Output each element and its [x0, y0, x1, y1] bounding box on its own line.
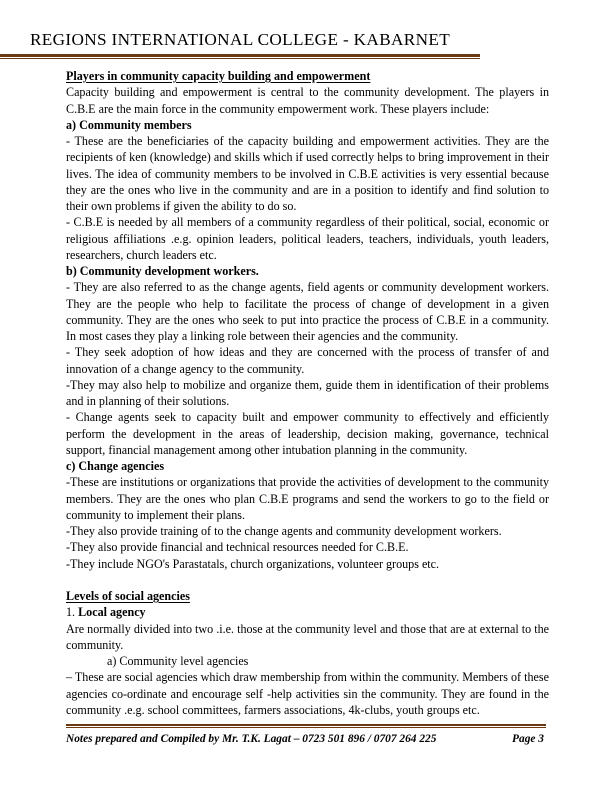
footer-divider: [66, 724, 546, 728]
paragraph-b2: - They seek adoption of how ideas and they are concerned with the process of transfer of and innovation of a change agency to the community.: [66, 345, 549, 376]
paragraph-c4: -They include NGO's Parastatals, church organizations, volunteer groups etc.: [66, 556, 440, 571]
paragraph-a2: - C.B.E is needed by all members of a community regardless of their political, social, economic or religious affiliations .e.g. opinion leaders, political leaders, teachers, individuals, youth leaders, researchers, church leaders etc.: [66, 215, 549, 262]
list-item-label: Local agency: [78, 605, 146, 620]
page-number: Page 3: [512, 733, 544, 746]
paragraph-c3: -They also provide financial and technical resources needed for C.B.E.: [66, 540, 409, 555]
footer-credit: Notes prepared and Compiled by Mr. T.K. Lagat – 0723 501 896 / 0707 264 225: [66, 733, 437, 746]
paragraph-community-level-agencies: – These are social agencies which draw membership from within the community. Members of these agencies co-ordinate and encourage self -help activities sin the community. They are found in the community .e.g. school committees, farmers associations, 4k-clubs, youth groups etc.: [66, 670, 549, 717]
section-gap: [66, 572, 549, 588]
list-item-local-agency: [66, 604, 549, 620]
footer-line: [66, 733, 546, 745]
paragraph-local-agency: Are normally divided into two .i.e. those at the community level and those that are at external to the community.: [66, 621, 549, 652]
document-body: [66, 68, 549, 718]
document-footer: [66, 724, 546, 745]
section-heading-players: Players in community capacity building and empowerment: [66, 69, 371, 83]
paragraph-b4: - Change agents seek to capacity built and empower community to effectively and efficiently perform the development in the areas of leadership, decision making, governance, technical support, financial management among other intubation planning in the community.: [66, 410, 549, 457]
paragraph-a1: - These are the beneficiaries of the capacity building and empowerment activities. They are the recipients of ken (knowledge) and skills which if used correctly helps to bring improvement in their lives. The idea of community members to be involved in C.B.E activities is very essential because they are the ones who live in the community and are in a position to identify and find solution to their own problems if given the ability to do so.: [66, 134, 549, 213]
paragraph-b1: - They are also referred to as the change agents, field agents or community development workers. They are the people who help to facilitate the process of change of development in a given community. They are the ones who seek to put into practice the process of C.B.E in a community. In most cases they play a linking role between their agencies and the community.: [66, 280, 549, 343]
paragraph-b3: -They may also help to mobilize and organize them, guide them in identification of their problems and in planning of their solutions.: [66, 377, 549, 408]
content-frame: [66, 0, 549, 792]
paragraph-c2: -They also provide training of to the change agents and community development workers.: [66, 524, 502, 538]
paragraph-c1: -These are institutions or organizations that provide the activities of development to the community members. They are the ones who plan C.B.E programs and send the workers to go to the field or community to implement their plans.: [66, 475, 549, 522]
subheading-community-members: a) Community members: [66, 117, 192, 132]
subheading-community-development-workers: b) Community development workers.: [66, 264, 259, 278]
subheading-change-agencies: c) Change agencies: [66, 459, 165, 473]
sub-item-community-level-agencies: a) Community level agencies: [107, 654, 249, 668]
paragraph-intro: Capacity building and empowerment is central to the community development. The players in C.B.E are the main force in the community empowerment work. These players include:: [66, 85, 549, 116]
section-heading-levels: Levels of social agencies: [66, 589, 190, 603]
page-title: REGIONS INTERNATIONAL COLLEGE - KABARNET: [29, 30, 451, 49]
list-item-number: 1.: [66, 605, 79, 620]
